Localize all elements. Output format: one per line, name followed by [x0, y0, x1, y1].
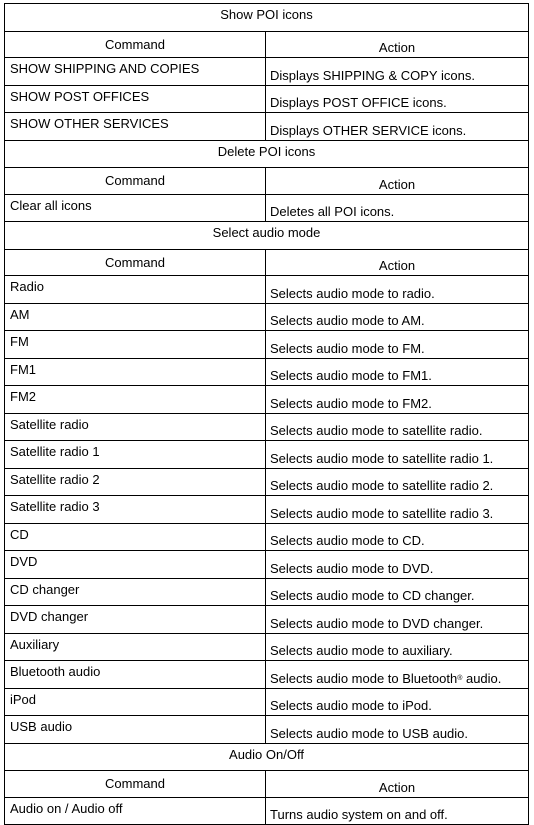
table-row	[5, 413, 529, 441]
action-cell: Selects audio mode to satellite radio 1.	[266, 441, 529, 469]
action-cell: Selects audio mode to USB audio.	[266, 716, 529, 744]
table-row	[5, 358, 529, 386]
command-cell: AM	[5, 303, 266, 331]
table-row	[5, 441, 529, 469]
table-row	[5, 113, 529, 141]
command-cell: SHOW OTHER SERVICES	[5, 113, 266, 141]
action-text-suffix: audio.	[462, 670, 502, 686]
table-row	[5, 797, 529, 825]
command-cell: Satellite radio 3	[5, 496, 266, 524]
action-cell: Selects audio mode to FM1.	[266, 358, 529, 386]
section-title: Audio On/Off	[5, 743, 529, 771]
command-cell: CD changer	[5, 578, 266, 606]
voice-command-table-container	[4, 3, 528, 825]
command-cell: CD	[5, 523, 266, 551]
column-header-row	[5, 249, 529, 276]
section-title-row	[5, 743, 529, 771]
table-row	[5, 331, 529, 359]
action-cell: Displays POST OFFICE icons.	[266, 85, 529, 113]
table-row	[5, 386, 529, 414]
voice-command-table	[4, 3, 529, 825]
table-row	[5, 85, 529, 113]
table-row	[5, 633, 529, 661]
table-row	[5, 303, 529, 331]
table-row	[5, 468, 529, 496]
command-cell: iPod	[5, 688, 266, 716]
table-row	[5, 606, 529, 634]
table-body	[5, 4, 529, 825]
section-title-row	[5, 140, 529, 168]
table-row	[5, 578, 529, 606]
command-cell: Audio on / Audio off	[5, 797, 266, 825]
command-column-header: Command	[5, 31, 266, 58]
column-header-row	[5, 168, 529, 195]
action-column-header: Action	[266, 168, 529, 195]
action-cell: Selects audio mode to DVD changer.	[266, 606, 529, 634]
table-row	[5, 688, 529, 716]
action-cell: Selects audio mode to DVD.	[266, 551, 529, 579]
command-cell: Satellite radio 1	[5, 441, 266, 469]
column-header-row	[5, 771, 529, 798]
action-cell: Selects audio mode to CD.	[266, 523, 529, 551]
command-cell: Clear all icons	[5, 194, 266, 222]
action-text: Selects audio mode to Bluetooth	[270, 670, 458, 686]
command-cell: FM	[5, 331, 266, 359]
action-cell: Displays SHIPPING & COPY icons.	[266, 58, 529, 86]
action-cell: Selects audio mode to CD changer.	[266, 578, 529, 606]
table-row	[5, 496, 529, 524]
action-column-header: Action	[266, 771, 529, 798]
registered-mark: ®	[457, 674, 463, 682]
action-cell: Selects audio mode to satellite radio 3.	[266, 496, 529, 524]
action-cell: Selects audio mode to AM.	[266, 303, 529, 331]
section-title: Delete POI icons	[5, 140, 529, 168]
action-cell: Selects audio mode to satellite radio 2.	[266, 468, 529, 496]
table-row	[5, 276, 529, 304]
command-cell: SHOW SHIPPING AND COPIES	[5, 58, 266, 86]
section-title-row	[5, 4, 529, 32]
table-row	[5, 523, 529, 551]
table-row	[5, 661, 529, 689]
command-cell: DVD	[5, 551, 266, 579]
action-cell: Displays OTHER SERVICE icons.	[266, 113, 529, 141]
command-cell: DVD changer	[5, 606, 266, 634]
command-cell: Satellite radio 2	[5, 468, 266, 496]
action-cell: Selects audio mode to FM2.	[266, 386, 529, 414]
table-row	[5, 716, 529, 744]
command-cell: FM2	[5, 386, 266, 414]
column-header-row	[5, 31, 529, 58]
command-cell: Bluetooth audio	[5, 661, 266, 689]
command-cell: FM1	[5, 358, 266, 386]
command-cell: Auxiliary	[5, 633, 266, 661]
action-cell: Selects audio mode to iPod.	[266, 688, 529, 716]
section-title: Show POI icons	[5, 4, 529, 32]
command-column-header: Command	[5, 168, 266, 195]
command-column-header: Command	[5, 249, 266, 276]
command-cell: USB audio	[5, 716, 266, 744]
action-cell: Selects audio mode to satellite radio.	[266, 413, 529, 441]
command-cell: SHOW POST OFFICES	[5, 85, 266, 113]
section-title: Select audio mode	[5, 222, 529, 250]
command-column-header: Command	[5, 771, 266, 798]
action-cell: Selects audio mode to radio.	[266, 276, 529, 304]
command-cell: Radio	[5, 276, 266, 304]
action-cell: Deletes all POI icons.	[266, 194, 529, 222]
table-row	[5, 194, 529, 222]
action-cell: Selects audio mode to FM.	[266, 331, 529, 359]
action-cell: Selects audio mode to auxiliary.	[266, 633, 529, 661]
table-row	[5, 551, 529, 579]
action-column-header: Action	[266, 249, 529, 276]
table-row	[5, 58, 529, 86]
action-column-header: Action	[266, 31, 529, 58]
action-cell	[266, 661, 529, 689]
section-title-row	[5, 222, 529, 250]
command-cell: Satellite radio	[5, 413, 266, 441]
action-cell: Turns audio system on and off.	[266, 797, 529, 825]
